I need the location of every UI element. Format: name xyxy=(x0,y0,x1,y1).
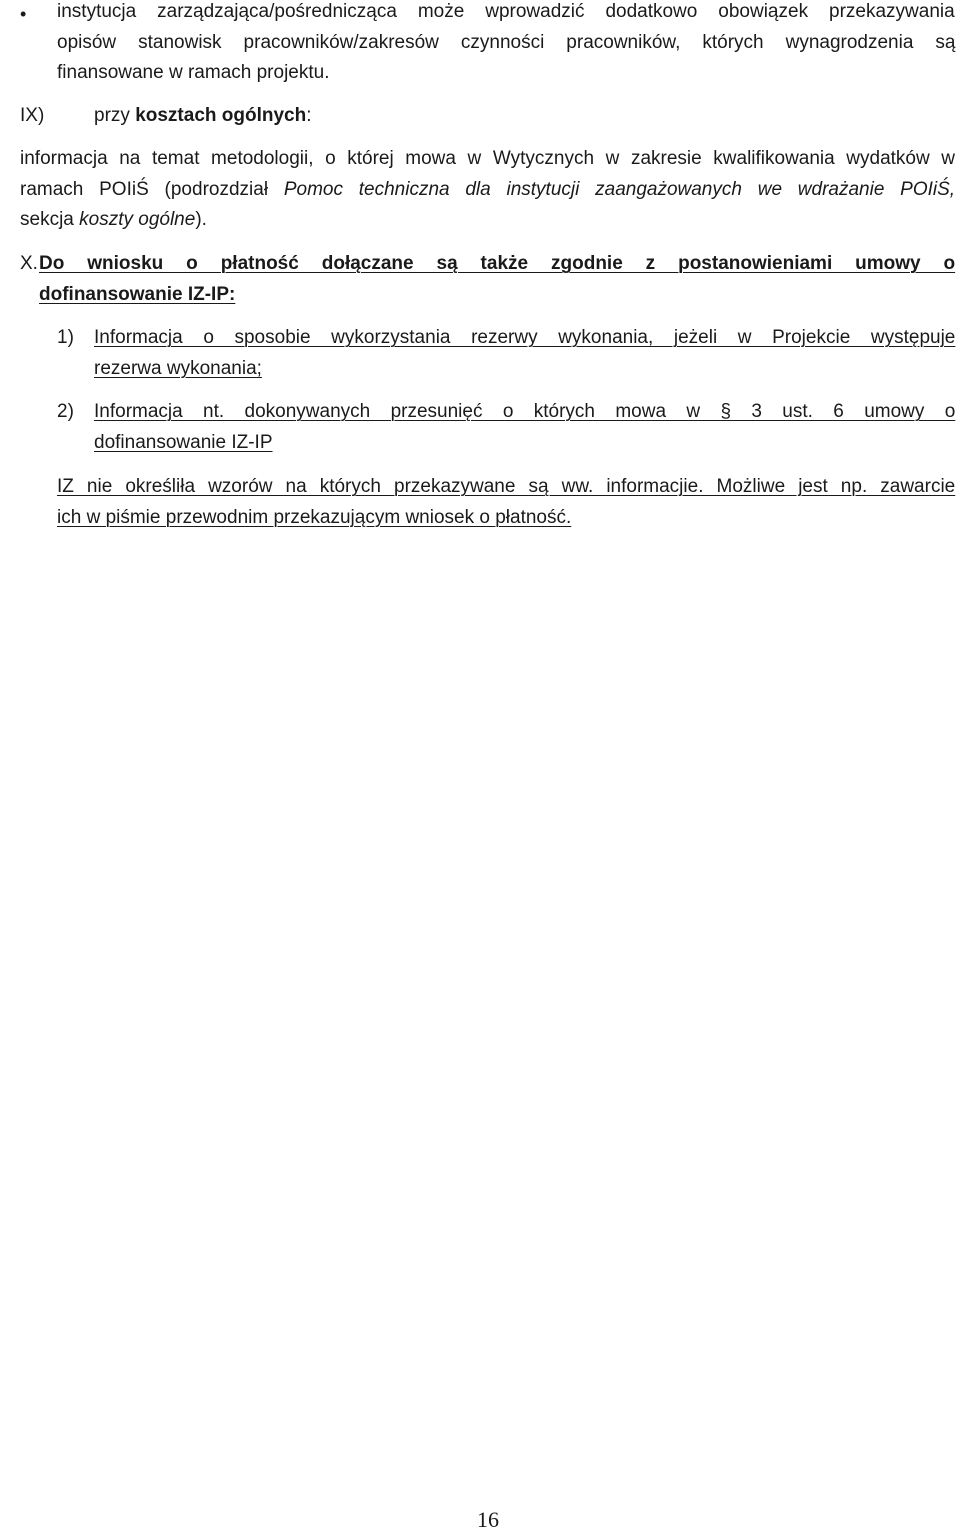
bullet-line-1: instytucja zarządzająca/pośrednicząca może wprowadzić dodatkowo obowiązek przekazywania xyxy=(57,1,955,22)
section-x-number: X. xyxy=(20,253,38,274)
section-ix-paragraph xyxy=(20,144,955,236)
list-item-text xyxy=(94,397,955,458)
ix-line-2-plain: ramach POIiŚ (podrozdział xyxy=(20,178,284,200)
ix-line-3-plain: sekcja xyxy=(20,209,80,230)
list-item-number: 2) xyxy=(57,401,74,422)
list-item xyxy=(0,397,960,459)
bullet-icon: • xyxy=(20,4,27,24)
ix-line-2 xyxy=(20,175,955,206)
section-x-heading xyxy=(39,249,955,310)
ix-line-3 xyxy=(20,205,955,236)
ix-line-2-italic: Pomoc techniczna dla instytucji zaangażowanych we wdrażanie POIiŚ, xyxy=(283,178,956,200)
page-number: 16 xyxy=(477,1507,499,1532)
ix-line-3-italic: koszty ogólne xyxy=(79,209,196,230)
bullet-item-text xyxy=(57,0,955,89)
ix-line-1: informacja na temat metodologii, o której mowa w Wytycznych w zakresie kwalifikowania wydatków w xyxy=(20,148,956,169)
list-item-text xyxy=(94,323,955,384)
section-x-heading-line-2: dofinansowanie IZ-IP: xyxy=(39,283,236,305)
section-ix-prefix: przy xyxy=(94,105,136,126)
ix-line-3-end: ). xyxy=(195,209,207,230)
note-paragraph xyxy=(57,472,955,533)
section-ix-number: IX) xyxy=(20,105,45,126)
section-x-heading-line-1: Do wniosku o płatność dołączane są także zgodnie z postanowieniami umowy o xyxy=(39,253,956,274)
list-item-1-line-1: Informacja o sposobie wykorzystania rezerwy wykonania, jeżeli w Projekcie występuje xyxy=(94,327,956,348)
section-ix-title xyxy=(94,101,312,131)
bullet-line-2: opisów stanowisk pracowników/zakresów czynności pracowników, których wynagrodzenia są xyxy=(57,31,956,53)
list-item xyxy=(0,323,960,385)
section-ix-heading xyxy=(20,101,44,131)
section-ix-suffix: : xyxy=(306,105,312,126)
list-item-number: 1) xyxy=(57,327,74,348)
list-item-1-line-2: rezerwa wykonania; xyxy=(94,357,262,379)
list-item-2-line-2: dofinansowanie IZ-IP xyxy=(94,431,273,453)
note-line-1: IZ nie określiła wzorów na których przekazywane są ww. informacjie. Możliwe jest np. zawarcie xyxy=(57,476,956,497)
bullet-line-3: finansowane w ramach projektu. xyxy=(57,62,330,83)
note-line-2: ich w piśmie przewodnim przekazującym wniosek o płatność. xyxy=(57,506,572,528)
section-ix-bold: kosztach ogólnych xyxy=(135,105,307,126)
bullet-item xyxy=(0,0,960,95)
list-item-2-line-1: Informacja nt. dokonywanych przesunięć o których mowa w § 3 ust. 6 umowy o xyxy=(94,401,956,422)
